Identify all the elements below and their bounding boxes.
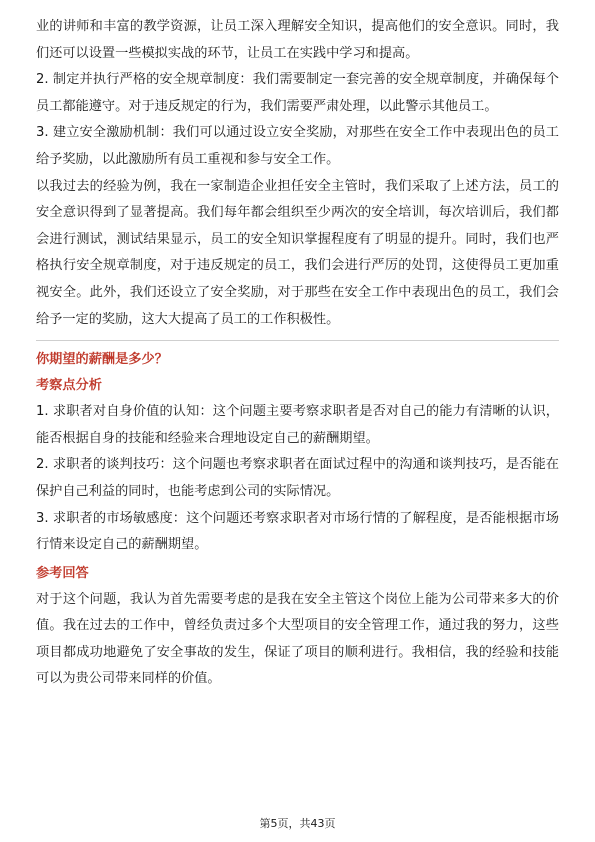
paragraph: 2. 制定并执行严格的安全规章制度：我们需要制定一套完善的安全规章制度，并确保每个员工都能遵守。对于违反规定的行为，我们需要严肃处理，以此警示其他员工。 [36,72,559,114]
answer-title: 参考回答 [36,565,89,581]
question-heading: 你期望的薪酬是多少？ [36,352,168,368]
analysis-item: 3. 求职者的市场敏感度：这个问题还考察求职者对市场行情的了解程度，是否能根据市场行情来设定自己的薪酬期望。 [36,510,559,553]
analysis-title: 考察点分析 [36,378,102,394]
page-footer: 第5页，共43页 [259,817,336,830]
paragraph: 业的讲师和丰富的教学资源，让员工深入理解安全知识，提高他们的安全意识。同时，我们还可以设置一些模拟实战的环节，让员工在实践中学习和提高。 [36,19,559,61]
section-divider [36,340,559,341]
paragraph: 以我过去的经验为例，我在一家制造企业担任安全主管时，我们采取了上述方法，员工的安全意识得到了显著提高。我们每年都会组织至少两次的安全培训，每次培训后，我们都会进行测试，测试结果显示，员工的安全知识掌握程度有了明显的提升。同时，我们也严格执行安全规章制度，对于违反规定的员工，我们会进行严厉的处罚，这使得员工更加重视安全。此外，我们还设立了安全奖励，对于那些在安全工作中表现出色的员工，我们会给予一定的奖励，这大大提高了员工的工作积极性。 [36,178,559,327]
analysis-item: 2. 求职者的谈判技巧：这个问题也考察求职者在面试过程中的沟通和谈判技巧，是否能在保护自己利益的同时，也能考虑到公司的实际情况。 [36,457,559,499]
document-body [36,14,559,693]
answer-text: 对于这个问题，我认为首先需要考虑的是我在安全主管这个岗位上能为公司带来多大的价值。我在过去的工作中，曾经负责过多个大型项目的安全管理工作，通过我的努力，这些项目都成功地避免了安全事故的发生，保证了项目的顺利进行。我相信，我的经验和技能可以为贵公司带来同样的价值。 [36,591,559,687]
paragraph: 3. 建立安全激励机制：我们可以通过设立安全奖励，对那些在安全工作中表现出色的员工给予奖励，以此激励所有员工重视和参与安全工作。 [36,125,559,167]
analysis-item: 1. 求职者对自身价值的认知：这个问题主要考察求职者是否对自己的能力有清晰的认识，能否根据自身的技能和经验来合理地设定自己的薪酬期望。 [36,404,559,446]
